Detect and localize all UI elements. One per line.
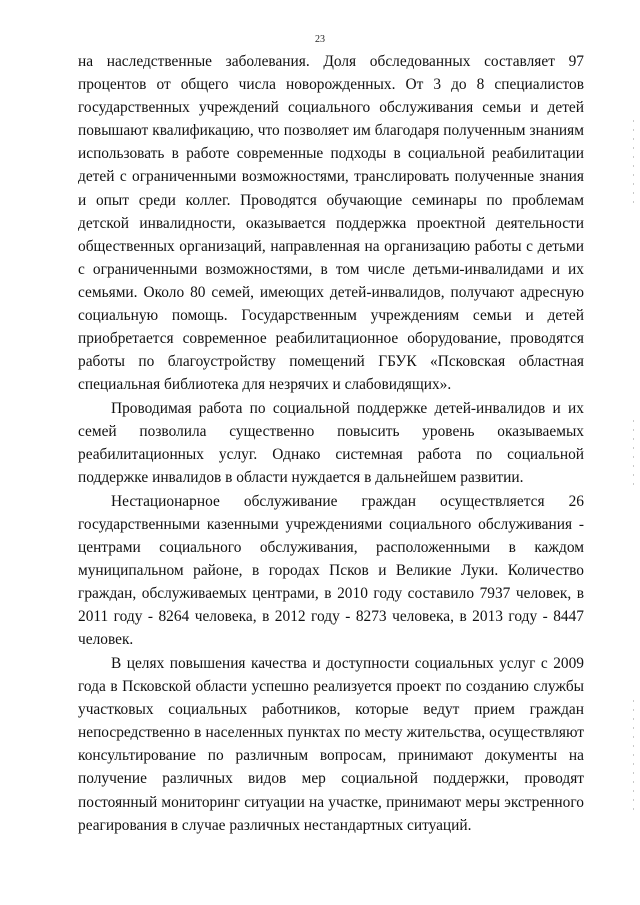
paragraph-rehabilitation-services: Проводимая работа по социальной поддержке детей-инвалидов и их семей позволила существенно повысить уровень оказываемых реабилитационных услуг. Однако системная работа по социальной поддержке инвалидов в области нуждается в дальнейшем развитии. <box>78 399 584 487</box>
scan-edge-mark <box>633 120 634 210</box>
paragraph-continuation: на наследственные заболевания. Доля обследованных составляет 97 процентов от общего числа новорожденных. От 3 до 8 специалистов государственных учреждений социального обслуживания семьи и детей повышают квалификацию, что позволяет им благодаря полученным знаниям использовать в работе современные подходы в социальной реабилитации детей с ограниченными возможностями, транслировать полученные знания и опыт среди коллег. Проводятся обучающие семинары по проблемам детской инвалидности, оказывается поддержка проектной деятельности общественных организаций, направленная на организацию работы с детьми с ограниченными возможностями, в том числе детьми-инвалидами и их семьями. Около 80 семей, имеющих детей-инвалидов, получают адресную социальную помощь. Государственным учреждениям семьи и детей приобретается современное реабилитационное оборудование, проводятся работы по благоустройству помещений ГБУК «Псковская областная специальная библиотека для незрячих и слабовидящих». <box>78 53 584 394</box>
body-text <box>78 50 584 837</box>
page-number: 23 <box>315 34 325 45</box>
scan-edge-mark <box>633 700 634 810</box>
scan-edge-mark <box>633 420 634 490</box>
paragraph-social-workers-project: В целях повышения качества и доступности социальных услуг с 2009 года в Псковской области успешно реализуется проект по созданию службы участковых социальных работников, которые ведут прием граждан непосредственно в населенных пунктах по месту жительства, осуществляют консультирование по различным вопросам, принимают документы на получение различных видов мер социальной поддержки, проводят постоянный мониторинг ситуации на участке, принимают меры экстренного реагирования в случае различных нестандартных ситуаций. <box>78 654 584 834</box>
paragraph-nonstationary-service: Нестационарное обслуживание граждан осуществляется 26 государственными казенными учреждениями социального обслуживания - центрами социального обслуживания, расположенными в каждом муниципальном районе, в городах Псков и Великие Луки. Количество граждан, обслуживаемых центрами, в 2010 году составило 7937 человек, в 2011 году - 8264 человека, в 2012 году - 8273 человека, в 2013 году - 8447 человек. <box>78 492 584 649</box>
